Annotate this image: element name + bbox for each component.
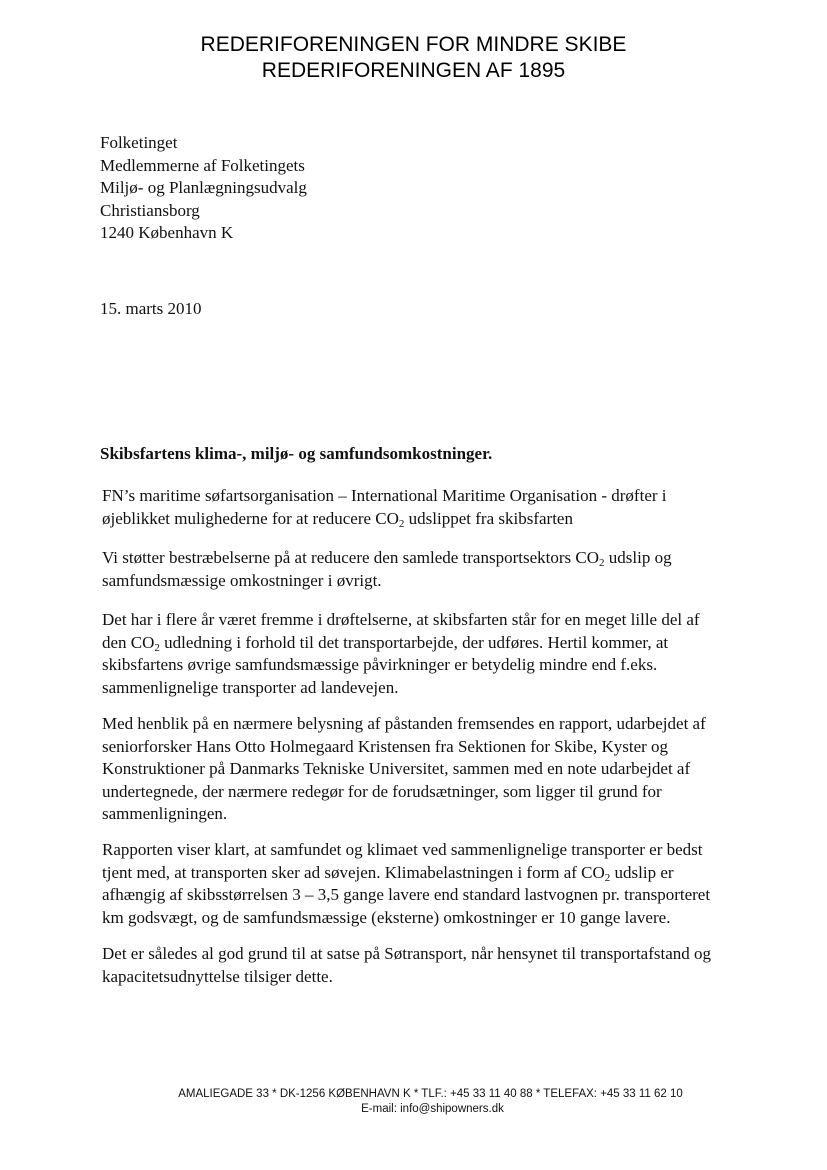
footer-address: AMALIEGADE 33 * DK-1256 KØBENHAVN K * TLF.: +45 33 11 40 88 * TELEFAX: +45 33 11 62 10 [178,1088,683,1100]
recipient-address [100,132,307,245]
recipient-line: 1240 København K [100,223,234,243]
text-run: den CO [102,632,155,652]
paragraph-line: undertegnede, der nærmere redegør for de forudsætninger, som ligger til grund for [102,781,662,801]
text-run: udslip er [610,862,674,882]
letterhead-line-1: REDERIFORENINGEN FOR MINDRE SKIBE [200,33,627,56]
paragraph-6 [102,943,772,988]
paragraph-line: skibsfartens øvrige samfundsmæssige påvirkninger er betydelig mindre end f.eks. [102,655,658,675]
paragraph-line: Rapporten viser klart, at samfundet og klimaet ved sammenlignelige transporter er bedst [102,840,703,859]
paragraph-line: Konstruktioner på Danmarks Tekniske Universitet, sammen med en note udarbejdet af [102,759,691,779]
subscript: 2 [604,871,611,884]
subscript: 2 [599,557,605,569]
letterhead [0,32,827,84]
paragraph-line: sammenlignelige transporter ad landevejen. [102,677,399,697]
paragraph-line: sammenligningen. [102,804,228,824]
subscript: 2 [154,641,160,654]
paragraph-1 [102,485,772,530]
recipient-line: Folketinget [100,133,178,152]
text-run: udslip og [604,548,672,567]
paragraph-line [102,632,772,655]
text-run: Vi støtter bestræbelserne på at reducere den samlede transportsektors CO [102,548,600,567]
paragraph-line: Med henblik på en nærmere belysning af påstanden fremsendes en rapport, udarbejdet af [102,714,706,733]
text-run: tjent med, at transporten sker ad søvejen. Klimabelastningen i form af CO [102,862,605,882]
paragraph-5 [102,839,772,929]
letterhead-line-2: REDERIFORENINGEN AF 1895 [261,59,566,82]
paragraph-line [102,508,772,531]
subscript: 2 [398,517,405,530]
paragraph-line: afhængig af skibsstørrelsen 3 – 3,5 gange lavere end standard lastvognen pr. transporteret [102,885,711,905]
footer-email: E-mail: info@shipowners.dk [361,1103,504,1115]
letter-date: 15. marts 2010 [100,299,202,318]
paragraph-line: FN’s maritime søfartsorganisation – International Maritime Organisation - drøfter i [102,486,667,505]
paragraph-4 [102,713,772,826]
paragraph-2 [102,547,772,592]
paragraph-line: seniorforsker Hans Otto Holmegaard Kristensen fra Sektionen for Skibe, Kyster og [102,736,669,756]
paragraph-line [102,547,772,570]
paragraph-line: kapacitetsudnyttelse tilsiger dette. [102,966,333,986]
recipient-line: Medlemmerne af Folketingets [100,155,305,175]
text-run: udledning i forhold til det transportarbejde, der udføres. Hertil kommer, at [159,632,669,652]
text-run: udslippet fra skibsfarten [404,508,573,528]
recipient-line: Miljø- og Planlægningsudvalg [100,178,307,198]
paragraph-line: Det er således al god grund til at satse på Søtransport, når hensynet til transportafstand og [102,944,712,963]
letter-footer [0,1087,827,1117]
paragraph-3 [102,609,772,699]
paragraph-line: km godsvægt, og de samfundsmæssige (eksterne) omkostninger er 10 gange lavere. [102,907,671,927]
letter-subject: Skibsfartens klima-, miljø- og samfundsomkostninger. [100,444,493,463]
text-run: øjeblikket mulighederne for at reducere CO [102,508,399,528]
paragraph-line: Det har i flere år været fremme i drøftelserne, at skibsfarten står for en meget lille del af [102,610,700,629]
recipient-line: Christiansborg [100,200,200,220]
paragraph-line: samfundsmæssige omkostninger i øvrigt. [102,570,382,590]
paragraph-line [102,862,772,885]
